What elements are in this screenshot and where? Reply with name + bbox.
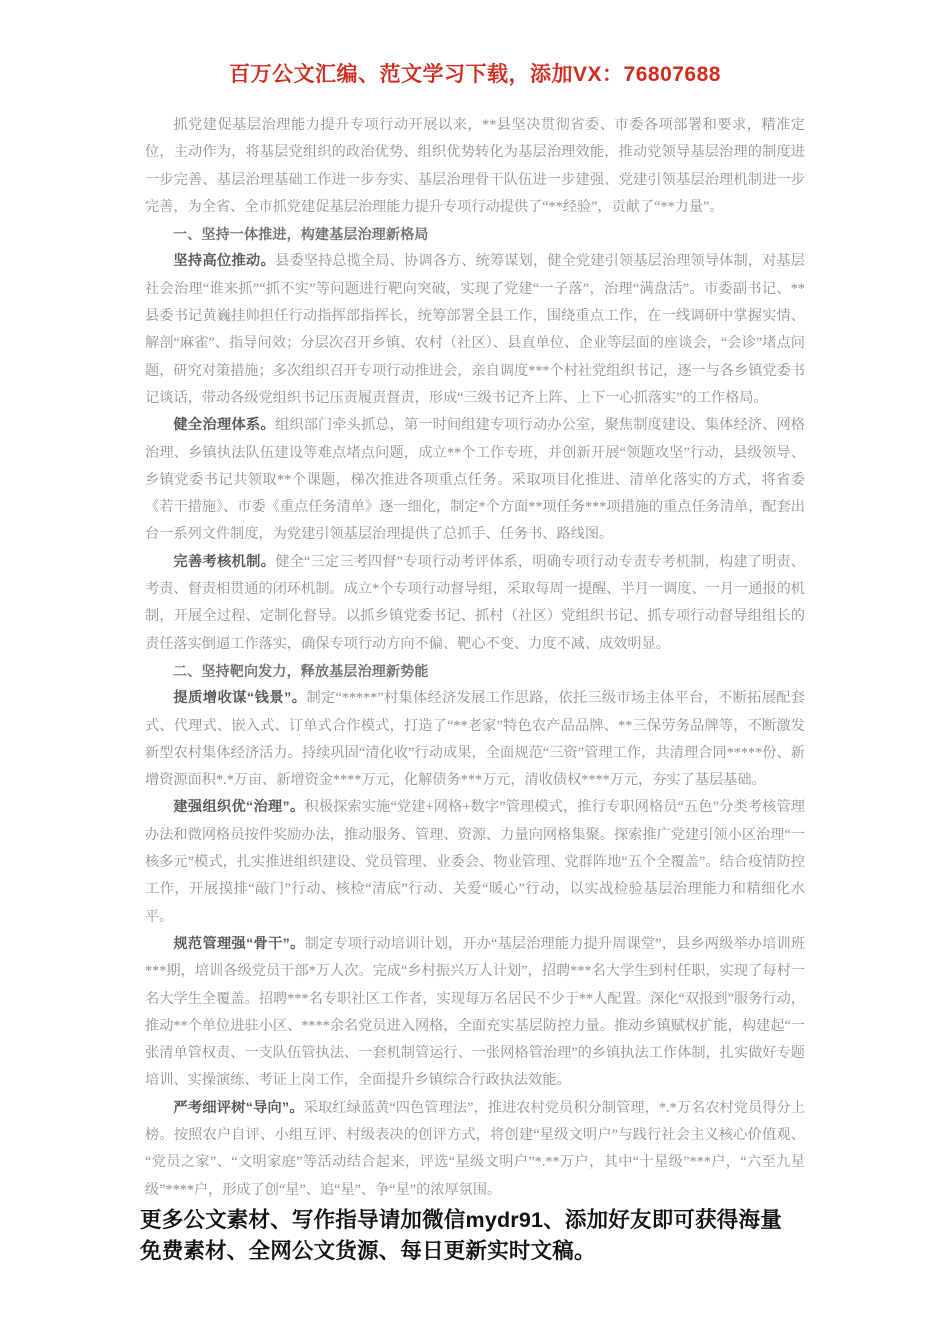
paragraph-lead: 规范管理强“骨干”。	[173, 935, 305, 952]
paragraph-lead: 严考细评树“导向”。	[173, 1099, 304, 1116]
section-heading-1	[145, 221, 805, 248]
paragraph-lead: 健全治理体系。	[173, 417, 276, 434]
section-heading-text: 二、坚持靶向发力，释放基层治理新势能	[173, 662, 429, 679]
paragraph-intro	[145, 112, 805, 221]
paragraph-text: 健全“三定三考四督”专项行动考评体系，明确专项行动专责专考机制，构建了明责、考责、督责相贯通的闭环机制。成立*个专项行动督导组，采取每周一提醒、半月一调度、一月一通报的机制，开展全过程、定制化督导。以抓乡镇党委书记、抓村（社区）党组织书记、抓专项行动督导组组长的责任落实倒逼工作落实，确保专项行动方向不偏、靶心不变、力度不减、成效明显。	[145, 553, 805, 652]
paragraph-lead: 完善考核机制。	[173, 553, 276, 570]
paragraph-text: 制定“*****”村集体经济发展工作思路，依托三级市场主体平台，不断拓展配套式、代理式、嵌入式、订单式合作模式，打造了“**老家”特色农产品品牌、**三保劳务品牌等，不断激发新型农村集体经济活力。持续巩固“清化收”行动成果，全面规范“三资”管理工作，共清理合同*****份、新增资源面积*.*万亩、新增资金****万元，化解债务***万元，清收债权****万元，夯实了基层基础。	[145, 690, 805, 789]
section-heading-text: 一、坚持一体推进，构建基层治理新格局	[173, 226, 429, 243]
paragraph-text: 制定专项行动培训计划，开办“基层治理能力提升周课堂”，县乡两级举办培训班***期，培训各级党员干部*万人次。完成“乡村振兴万人计划”，招聘***名大学生到村任职，实现了每村一名大学生全覆盖。招聘***名专职社区工作者，实现每万名居民不少于**人配置。深化“双报到”服务行动，推动**个单位进驻小区、****余名党员进入网格，全面充实基层防控力量。推动乡镇赋权扩能，构建起“一张清单管权责、一支队伍管执法、一套机制管运行、一张网格管治理”的乡镇执法工作体制，扎实做好专题培训、实操演练、考证上岗工作，全面提升乡镇综合行政执法效能。	[145, 935, 805, 1089]
bottom-promo-line-2: 免费素材、全网公文货源、每日更新实时文稿。	[140, 1239, 596, 1263]
paragraph-text: 组织部门牵头抓总，第一时间组建专项行动办公室，聚焦制度建设、集体经济、网格治理、乡镇执法队伍建设等难点堵点问题，成立**个工作专班，并创新开展“领题攻坚”行动，县级领导、乡镇党委书记共领取**个课题，梯次推进各项重点任务。采取项目化推进、清单化落实的方式，将省委《若干措施》、市委《重点任务清单》逐一细化，制定*个方面**项任务***项措施的重点任务清单，配套出台一系列文件制度，为党建引领基层治理提供了总抓手、任务书、路线图。	[145, 417, 805, 543]
document-body	[145, 112, 805, 1204]
paragraph-backbone-management	[145, 931, 805, 1095]
paragraph-organization-governance	[145, 794, 805, 930]
paragraph-income-growth	[145, 685, 805, 794]
paragraph-text: 抓党建促基层治理能力提升专项行动开展以来，**县坚决贯彻省委、市委各项部署和要求，精准定位，主动作为，将基层党组织的政治优势、组织优势转化为基层治理效能，推动党领导基层治理的制度进一步完善、基层治理基础工作进一步夯实、基层治理骨干队伍进一步建强、党建引领基层治理机制进一步完善，为全省、全市抓党建促基层治理能力提升专项行动提供了“**经验”，贡献了“**力量”。	[145, 117, 805, 215]
section-heading-2	[145, 658, 805, 685]
paragraph-governance-system	[145, 412, 805, 548]
top-promo-banner: 百万公文汇编、范文学习下载，添加VX：76807688	[229, 63, 721, 86]
paragraph-lead: 建强组织优“治理”。	[173, 799, 305, 816]
paragraph-lead: 提质增收谋“钱景”。	[173, 690, 307, 707]
bottom-promo-line-1: 更多公文素材、写作指导请加微信mydr91、添加好友即可获得海量	[140, 1208, 782, 1232]
paragraph-assessment-mechanism	[145, 549, 805, 658]
paragraph-high-level-promotion	[145, 248, 805, 412]
paragraph-text: 采取红绿蓝黄“四色管理法”，推进农村党员积分制管理，*.*万名农村党员得分上榜。按照农户自评、小组互评、村级表决的创评方式，将创建“星级文明户”与践行社会主义核心价值观、“党员之家”、“文明家庭”等活动结合起来，评选“星级文明户”*.**万户，其中“十星级”***户，“六至九星级”****户，形成了创“星”、追“星”、争“星”的浓厚氛围。	[145, 1099, 805, 1198]
paragraph-text: 县委坚持总揽全局、协调各方、统筹谋划，健全党建引领基层治理领导体制，对基层社会治理“谁来抓”“抓不实”等问题进行靶向突破，实现了党建“一子落”，治理“满盘活”。市委副书记、**县委书记黄巍挂帅担任行动指挥部指挥长，统筹部署全县工作，围绕重点工作，在一线调研中掌握实情、解剖“麻雀”、指导问效；分层次召开乡镇、农村（社区）、县直单位、企业等层面的座谈会，“会诊”堵点问题，研究对策措施；多次组织召开专项行动推进会，亲自调度***个村社党组织书记，逐一与各乡镇党委书记谈话，带动各级党组织书记压责履责督责，形成“三级书记齐上阵、上下一心抓落实”的工作格局。	[145, 253, 805, 406]
bottom-promo-banner	[140, 1205, 840, 1267]
paragraph-evaluation-orientation	[145, 1095, 805, 1204]
paragraph-text: 积极探索实施“党建+网格+数字”管理模式，推行专职网格员“五色”分类考核管理办法和微网格员按件奖励办法，推动服务、管理、资源、力量向网格集聚。探索推广党建引领小区治理“一核多元”模式，扎实推进组织建设、党员管理、业委会、物业管理、党群阵地“五个全覆盖”。结合疫情防控工作，开展摸排“敲门”行动、核检“清底”行动、关爱“暖心”行动，以实战检验基层治理能力和精细化水平。	[145, 799, 805, 925]
paragraph-lead: 坚持高位推动。	[173, 253, 276, 270]
